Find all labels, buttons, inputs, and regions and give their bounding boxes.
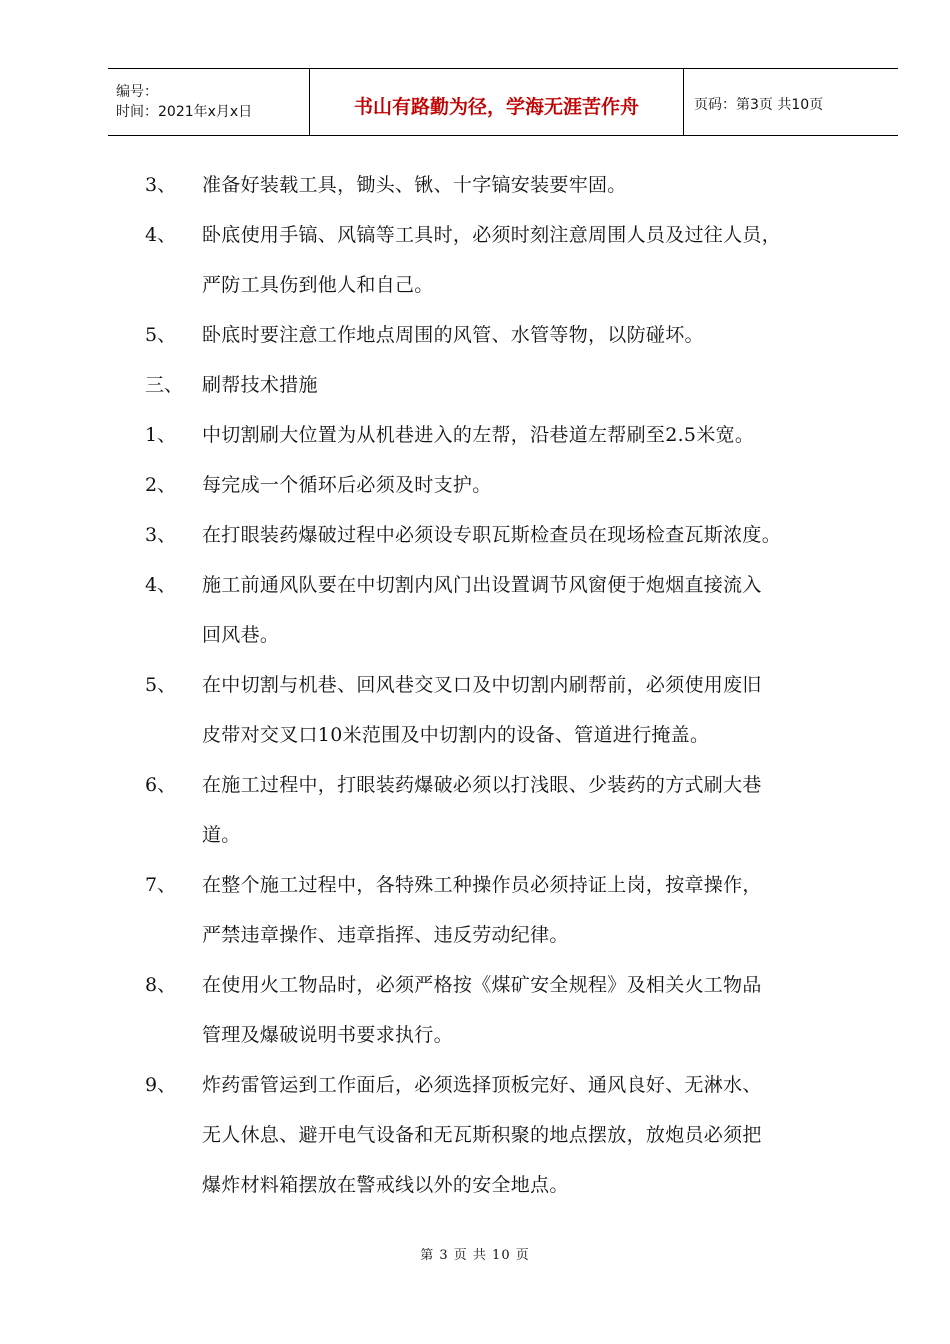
item-number: 6、 — [145, 774, 177, 796]
page-footer: 第 3 页 共 10 页 — [420, 1248, 530, 1263]
item-number: 5、 — [145, 324, 177, 346]
item-number: 4、 — [145, 224, 177, 246]
item-number: 1、 — [145, 424, 177, 446]
item-text-line: 道。 — [202, 824, 241, 846]
item-text-line: 施工前通风队要在中切割内风门出设置调节风窗便于炮烟直接流入 — [202, 574, 762, 596]
item-text-line: 卧底时要注意工作地点周围的风管、水管等物，以防碰坏。 — [202, 324, 704, 346]
item-text-line: 在施工过程中，打眼装药爆破必须以打浅眼、少装药的方式刷大巷 — [202, 774, 762, 796]
list-item — [0, 1060, 950, 1210]
list-item — [0, 860, 950, 960]
list-item — [0, 310, 950, 360]
item-number: 5、 — [145, 674, 177, 696]
document-code-label: 编号： — [116, 84, 158, 100]
header-meta-cell — [108, 69, 310, 135]
list-item — [0, 560, 950, 660]
list-item — [0, 410, 950, 460]
item-text-line: 在使用火工物品时，必须严格按《煤矿安全规程》及相关火工物品 — [202, 974, 762, 996]
header-page-cell — [684, 69, 898, 135]
item-text-line: 无人休息、避开电气设备和无瓦斯积聚的地点摆放，放炮员必须把 — [202, 1124, 762, 1146]
header-page-info: 页码：第3页 共10页 — [694, 97, 824, 113]
header-motto-cell — [310, 69, 684, 135]
document-time-label: 时间：2021年x月x日 — [116, 104, 253, 120]
list-item — [0, 210, 950, 310]
item-text-line: 在中切割与机巷、回风巷交叉口及中切割内刷帮前，必须使用废旧 — [202, 674, 762, 696]
item-number: 4、 — [145, 574, 177, 596]
header-motto: 书山有路勤为径，学海无涯苦作舟 — [353, 95, 639, 118]
list-item — [0, 510, 950, 560]
item-text-line: 中切割刷大位置为从机巷进入的左帮，沿巷道左帮刷至2.5米宽。 — [202, 424, 755, 446]
item-text-line: 刷帮技术措施 — [202, 374, 318, 396]
item-text-line: 准备好装载工具，锄头、锹、十字镐安装要牢固。 — [202, 174, 627, 196]
item-number: 7、 — [145, 874, 177, 896]
item-number: 三、 — [145, 374, 184, 396]
list-item — [0, 160, 950, 210]
item-text-line: 管理及爆破说明书要求执行。 — [202, 1024, 453, 1046]
document-body — [0, 160, 950, 1210]
item-text-line: 在打眼装药爆破过程中必须设专职瓦斯检查员在现场检查瓦斯浓度。 — [202, 524, 782, 546]
item-text-line: 回风巷。 — [202, 624, 280, 646]
item-text-line: 每完成一个循环后必须及时支护。 — [202, 474, 492, 496]
item-text-line: 在整个施工过程中，各特殊工种操作员必须持证上岗，按章操作， — [202, 874, 762, 896]
item-text-line: 卧底使用手镐、风镐等工具时，必须时刻注意周围人员及过往人员， — [202, 224, 782, 246]
item-number: 9、 — [145, 1074, 177, 1096]
item-text-line: 爆炸材料箱摆放在警戒线以外的安全地点。 — [202, 1174, 569, 1196]
item-number: 3、 — [145, 524, 177, 546]
list-item — [0, 360, 950, 410]
item-text-line: 严禁违章操作、违章指挥、违反劳动纪律。 — [202, 924, 569, 946]
item-number: 2、 — [145, 474, 177, 496]
item-number: 8、 — [145, 974, 177, 996]
list-item — [0, 760, 950, 860]
list-item — [0, 960, 950, 1060]
page-header — [108, 68, 898, 136]
item-number: 3、 — [145, 174, 177, 196]
list-item — [0, 660, 950, 760]
list-item — [0, 460, 950, 510]
item-text-line: 严防工具伤到他人和自己。 — [202, 274, 434, 296]
item-text-line: 皮带对交叉口10米范围及中切割内的设备、管道进行掩盖。 — [202, 724, 710, 746]
item-text-line: 炸药雷管运到工作面后，必须选择顶板完好、通风良好、无淋水、 — [202, 1074, 762, 1096]
